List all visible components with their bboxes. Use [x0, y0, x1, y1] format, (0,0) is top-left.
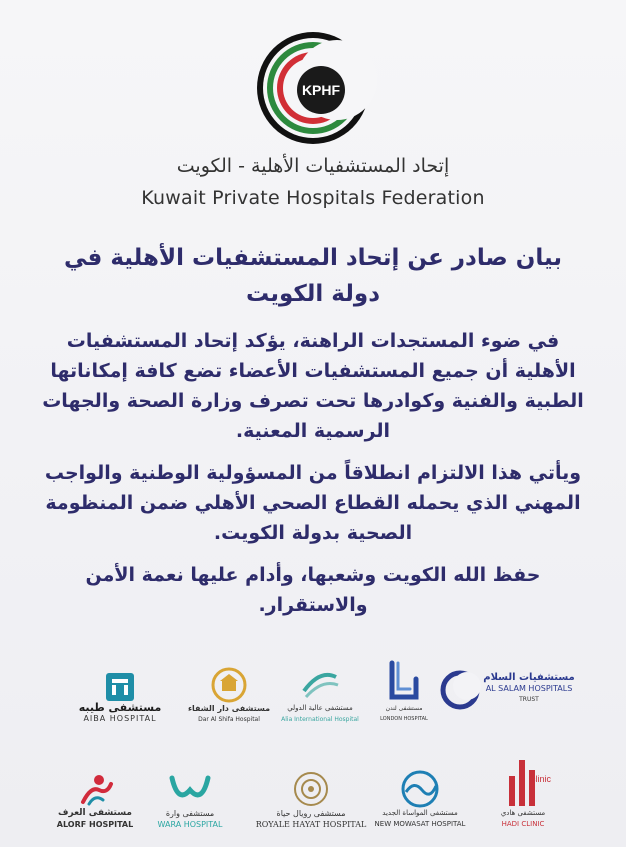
logo-text: KPHF — [301, 82, 341, 98]
hospital-tagline: TRUST — [519, 696, 539, 703]
federation-name-arabic: إتحاد المستشفيات الأهلية - الكويت — [176, 155, 450, 177]
hospital-ar-name: مستشفى العرف — [58, 808, 132, 818]
hospital-en-name: AIBA HOSPITAL — [83, 714, 157, 723]
hospital-ar-name: مستشفى عالية الدولي — [287, 704, 353, 712]
wara-icon — [168, 770, 212, 808]
member-hospitals — [0, 655, 626, 845]
hospital-en-name: LONDON HOSPITAL — [380, 716, 428, 722]
royale-hayat-icon — [292, 770, 330, 808]
hospital-ar-name: مستشفى لندن — [385, 705, 423, 712]
hospital-ar-name: مستشفيات السلام — [483, 672, 575, 683]
hospital-en-name: ALORF HOSPITAL — [56, 820, 134, 829]
hospital-ar-name: مستشفى هادي — [500, 809, 546, 817]
hospital-en-name: HADI CLINIC — [501, 820, 545, 828]
alorf-icon — [75, 772, 115, 808]
hospital-ar-name: مستشفى طيبه — [78, 701, 162, 714]
hospital-logo-mowasat — [365, 765, 475, 830]
hospital-ar-name: مستشفى المواساة الجديد — [382, 809, 458, 817]
hospital-ar-name: مستشفى وارة — [165, 809, 215, 818]
statement-paragraph-2: ويأتي هذا الالتزام انطلاقاً من المسؤولية الوطنية والواجب المهني الذي يحمله القطاع الصحي الأهلي ضمن المنظومة الصحية بدولة الكويت. — [44, 462, 582, 544]
kphf-logo-icon — [255, 30, 371, 146]
dar-al-shifa-icon — [211, 667, 247, 703]
hospital-en-name: Dar Al Shifa Hospital — [198, 716, 260, 723]
hospital-logo-alia — [270, 655, 370, 725]
svg-text:clinic: clinic — [531, 774, 552, 784]
statement-paragraph-3: حفظ الله الكويت وشعبها، وأدام عليها نعمة الأمن والاستقرار. — [85, 564, 541, 616]
hospital-en-name: ROYALE HAYAT HOSPITAL — [255, 820, 367, 829]
hospital-en-name: AL SALAM HOSPITALS — [485, 684, 573, 693]
hospital-en-name: WARA HOSPITAL — [157, 820, 223, 829]
hospital-logo-london — [372, 655, 436, 725]
hospital-ar-name: مستشفى رويال حياة — [276, 809, 346, 818]
hospital-logo-royale-hayat — [255, 763, 367, 830]
hospital-logo-dar-al-shifa — [187, 655, 271, 725]
statement-body — [40, 240, 586, 632]
hospital-logo-wara — [150, 763, 230, 830]
header — [0, 0, 626, 225]
taiba-icon — [105, 672, 135, 702]
london-icon — [384, 659, 424, 703]
mowasat-icon — [400, 770, 440, 808]
statement-paragraph-1: في ضوء المستجدات الراهنة، يؤكد إتحاد المستشفيات الأهلية أن جميع المستشفيات الأعضاء تضع كافة إمكاناتها الطبية والفنية وكوادرها تحت تصرف وزارة الصحة والجهات الرسمية المعنية. — [42, 330, 584, 442]
alia-icon — [298, 663, 342, 703]
hospital-en-name: Alia International Hospital — [281, 716, 359, 723]
hospital-logo-hadi — [488, 750, 558, 830]
hospital-en-name: NEW MOWASAT HOSPITAL — [374, 820, 466, 828]
hospital-logo-alorf — [50, 765, 140, 830]
hospital-ar-name: مستشفى دار الشفاء — [187, 704, 271, 713]
hospital-logo-al-salam — [440, 660, 580, 720]
hadi-icon — [501, 756, 552, 808]
federation-name-english: Kuwait Private Hospitals Federation — [141, 187, 485, 209]
al-salam-icon — [440, 670, 480, 710]
hospital-logo-taiba — [60, 660, 180, 724]
statement-title: بيان صادر عن إتحاد المستشفيات الأهلية في دولة الكويت — [63, 245, 563, 307]
